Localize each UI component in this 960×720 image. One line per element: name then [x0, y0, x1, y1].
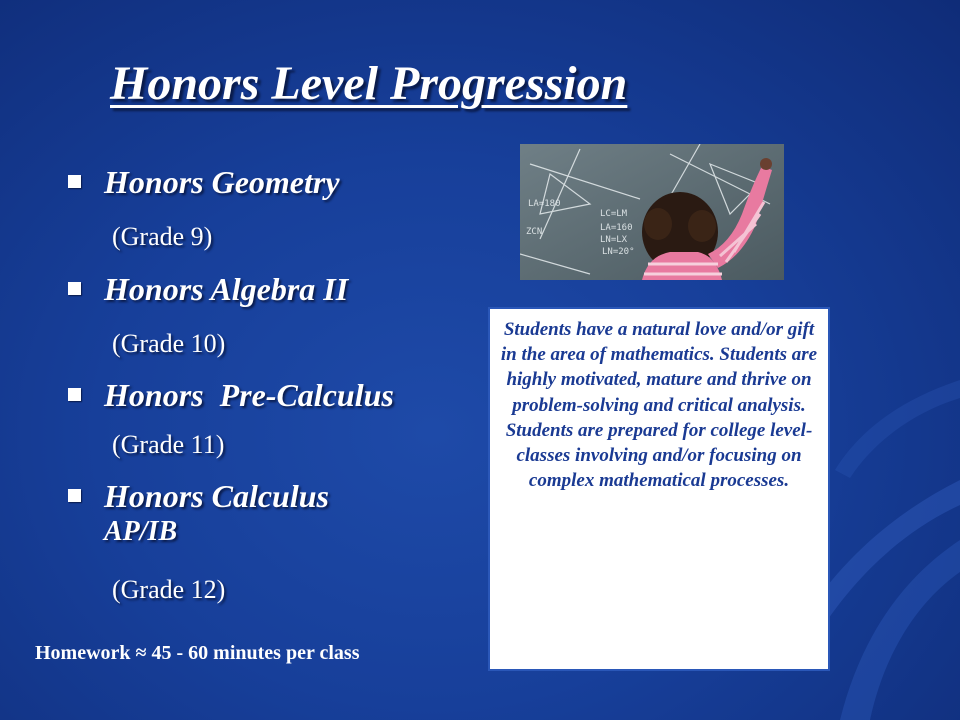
chalkboard-scribble: LN=20°: [602, 247, 635, 257]
course-grade: (Grade 9): [112, 222, 213, 251]
course-name-line2: AP/IB: [104, 516, 178, 547]
description-box: [488, 307, 830, 671]
course-item-calculus: [68, 477, 329, 549]
course-name: Honors Geometry: [104, 164, 340, 200]
course-grade: (Grade 11): [112, 430, 225, 459]
course-item-algebra-ii: [68, 270, 349, 308]
square-bullet-icon: [68, 282, 81, 295]
course-item-pre-calculus: [68, 376, 394, 414]
description-text: Students have a natural love and/or gift in the area of mathematics. Students are highly motivated, mature and thrive on problem-solving and critical analysis. Students are prepared for college level-classes involving and/or focusing on complex mathematical processes.: [500, 319, 818, 492]
course-grade: (Grade 12): [112, 575, 226, 604]
course-name: Honors Pre-Calculus: [104, 377, 394, 413]
course-item-geometry: [68, 163, 340, 201]
chalkboard-scribble: LA=180: [528, 199, 561, 209]
chalkboard-scribble: LN=LX: [600, 235, 628, 245]
square-bullet-icon: [68, 489, 81, 502]
course-name: Honors Calculus: [104, 478, 329, 514]
chalkboard-scribble: LA=160: [600, 223, 633, 233]
square-bullet-icon: [68, 175, 81, 188]
square-bullet-icon: [68, 388, 81, 401]
course-grade: (Grade 10): [112, 329, 226, 358]
student-at-chalkboard-photo: [520, 144, 784, 280]
chalkboard-scribble: LC=LM: [600, 209, 628, 219]
chalkboard-scribble: ZCN: [526, 227, 543, 237]
slide-title: Honors Level Progression: [110, 57, 628, 110]
course-name: Honors Algebra II: [104, 271, 349, 307]
homework-note: Homework ≈ 45 - 60 minutes per class: [35, 642, 360, 664]
